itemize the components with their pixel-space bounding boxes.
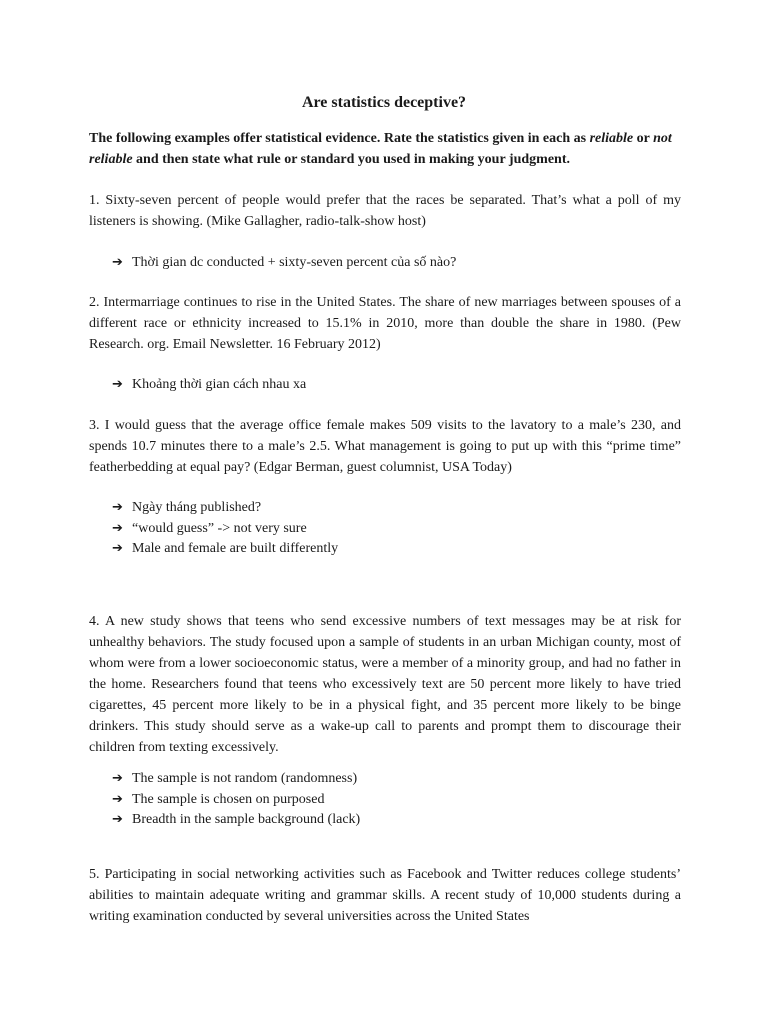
note-item — [112, 810, 672, 831]
instructions-text-3: and then state what rule or standard you used in making your judgment. — [132, 152, 570, 167]
arrow-icon: ➔ — [112, 791, 123, 807]
note-text: Ngày tháng published? — [132, 500, 262, 515]
example-paragraph-3: 3. I would guess that the average office female makes 509 visits to the lavatory to a male’s 230, and spends 10.7 minutes there to a male’s 2.5. What management is going to put up with this “prime time” featherbedding at equal pay? (Edgar Berman, guest columnist, USA Today) — [89, 418, 681, 475]
example-paragraph-2: 2. Intermarriage continues to rise in the United States. The share of new marriages between spouses of a different race or ethnicity increased to 15.1% in 2010, more than double the share in 1980. (Pew Research. org. Email Newsletter. 16 February 2012) — [89, 295, 681, 352]
reliable-term: reliable — [589, 131, 634, 146]
note-text: The sample is not random (randomness) — [132, 771, 358, 786]
arrow-icon: ➔ — [112, 771, 123, 786]
note-item — [112, 769, 672, 790]
note-item — [112, 539, 672, 560]
arrow-icon: ➔ — [112, 377, 123, 392]
note-item — [112, 519, 672, 540]
arrow-icon: ➔ — [112, 255, 123, 270]
instructions — [89, 128, 683, 170]
instructions-text-1: The following examples offer statistical evidence. Rate the statistics given in each as — [89, 131, 590, 146]
notes-list-1 — [112, 253, 672, 274]
notes-list-4 — [112, 769, 672, 831]
arrow-icon: ➔ — [112, 520, 123, 536]
note-text: Male and female are built differently — [132, 541, 339, 556]
document-title: Are statistics deceptive? — [301, 94, 467, 111]
note-item — [112, 790, 672, 811]
note-item — [112, 498, 672, 519]
not-reliable-term: not reliable — [89, 131, 672, 167]
note-text: Thời gian dc conducted + sixty-seven percent của số nào? — [132, 255, 457, 270]
note-item — [112, 253, 672, 274]
arrow-icon: ➔ — [112, 541, 123, 556]
note-item — [112, 375, 672, 396]
note-text: Khoảng thời gian cách nhau xa — [132, 377, 307, 392]
arrow-icon: ➔ — [112, 812, 123, 827]
notes-list-3 — [112, 498, 672, 560]
example-paragraph-4: 4. A new study shows that teens who send excessive numbers of text messages may be at risk for unhealthy behaviors. The study focused upon a sample of students in an urban Michigan county, most of whom were from a lower socioeconomic status, were a member of a minority group, and had no father in the home. Researchers found that teens who excessively text are 50 percent more likely to have tried cigarettes, 45 percent more likely to be in a physical fight, and 35 percent more likely to be binge drinkers. This study should serve as a wake-up call to parents and prompt them to discourage their children from texting excessively. — [89, 614, 681, 755]
note-text: The sample is chosen on purposed — [132, 791, 325, 807]
example-paragraph-1: 1. Sixty-seven percent of people would prefer that the races be separated. That’s what a poll of my listeners is showing. (Mike Gallagher, radio-talk-show host) — [89, 193, 681, 229]
arrow-icon: ➔ — [112, 500, 123, 515]
instructions-text-2: or — [633, 131, 654, 146]
notes-list-2 — [112, 375, 672, 396]
note-text: “would guess” -> not very sure — [132, 520, 307, 536]
example-paragraph-5: 5. Participating in social networking activities such as Facebook and Twitter reduces college students’ abilities to maintain adequate writing and grammar skills. A recent study of 10,000 students during a writing examination conducted by several universities across the United States — [89, 867, 681, 924]
note-text: Breadth in the sample background (lack) — [132, 812, 361, 827]
